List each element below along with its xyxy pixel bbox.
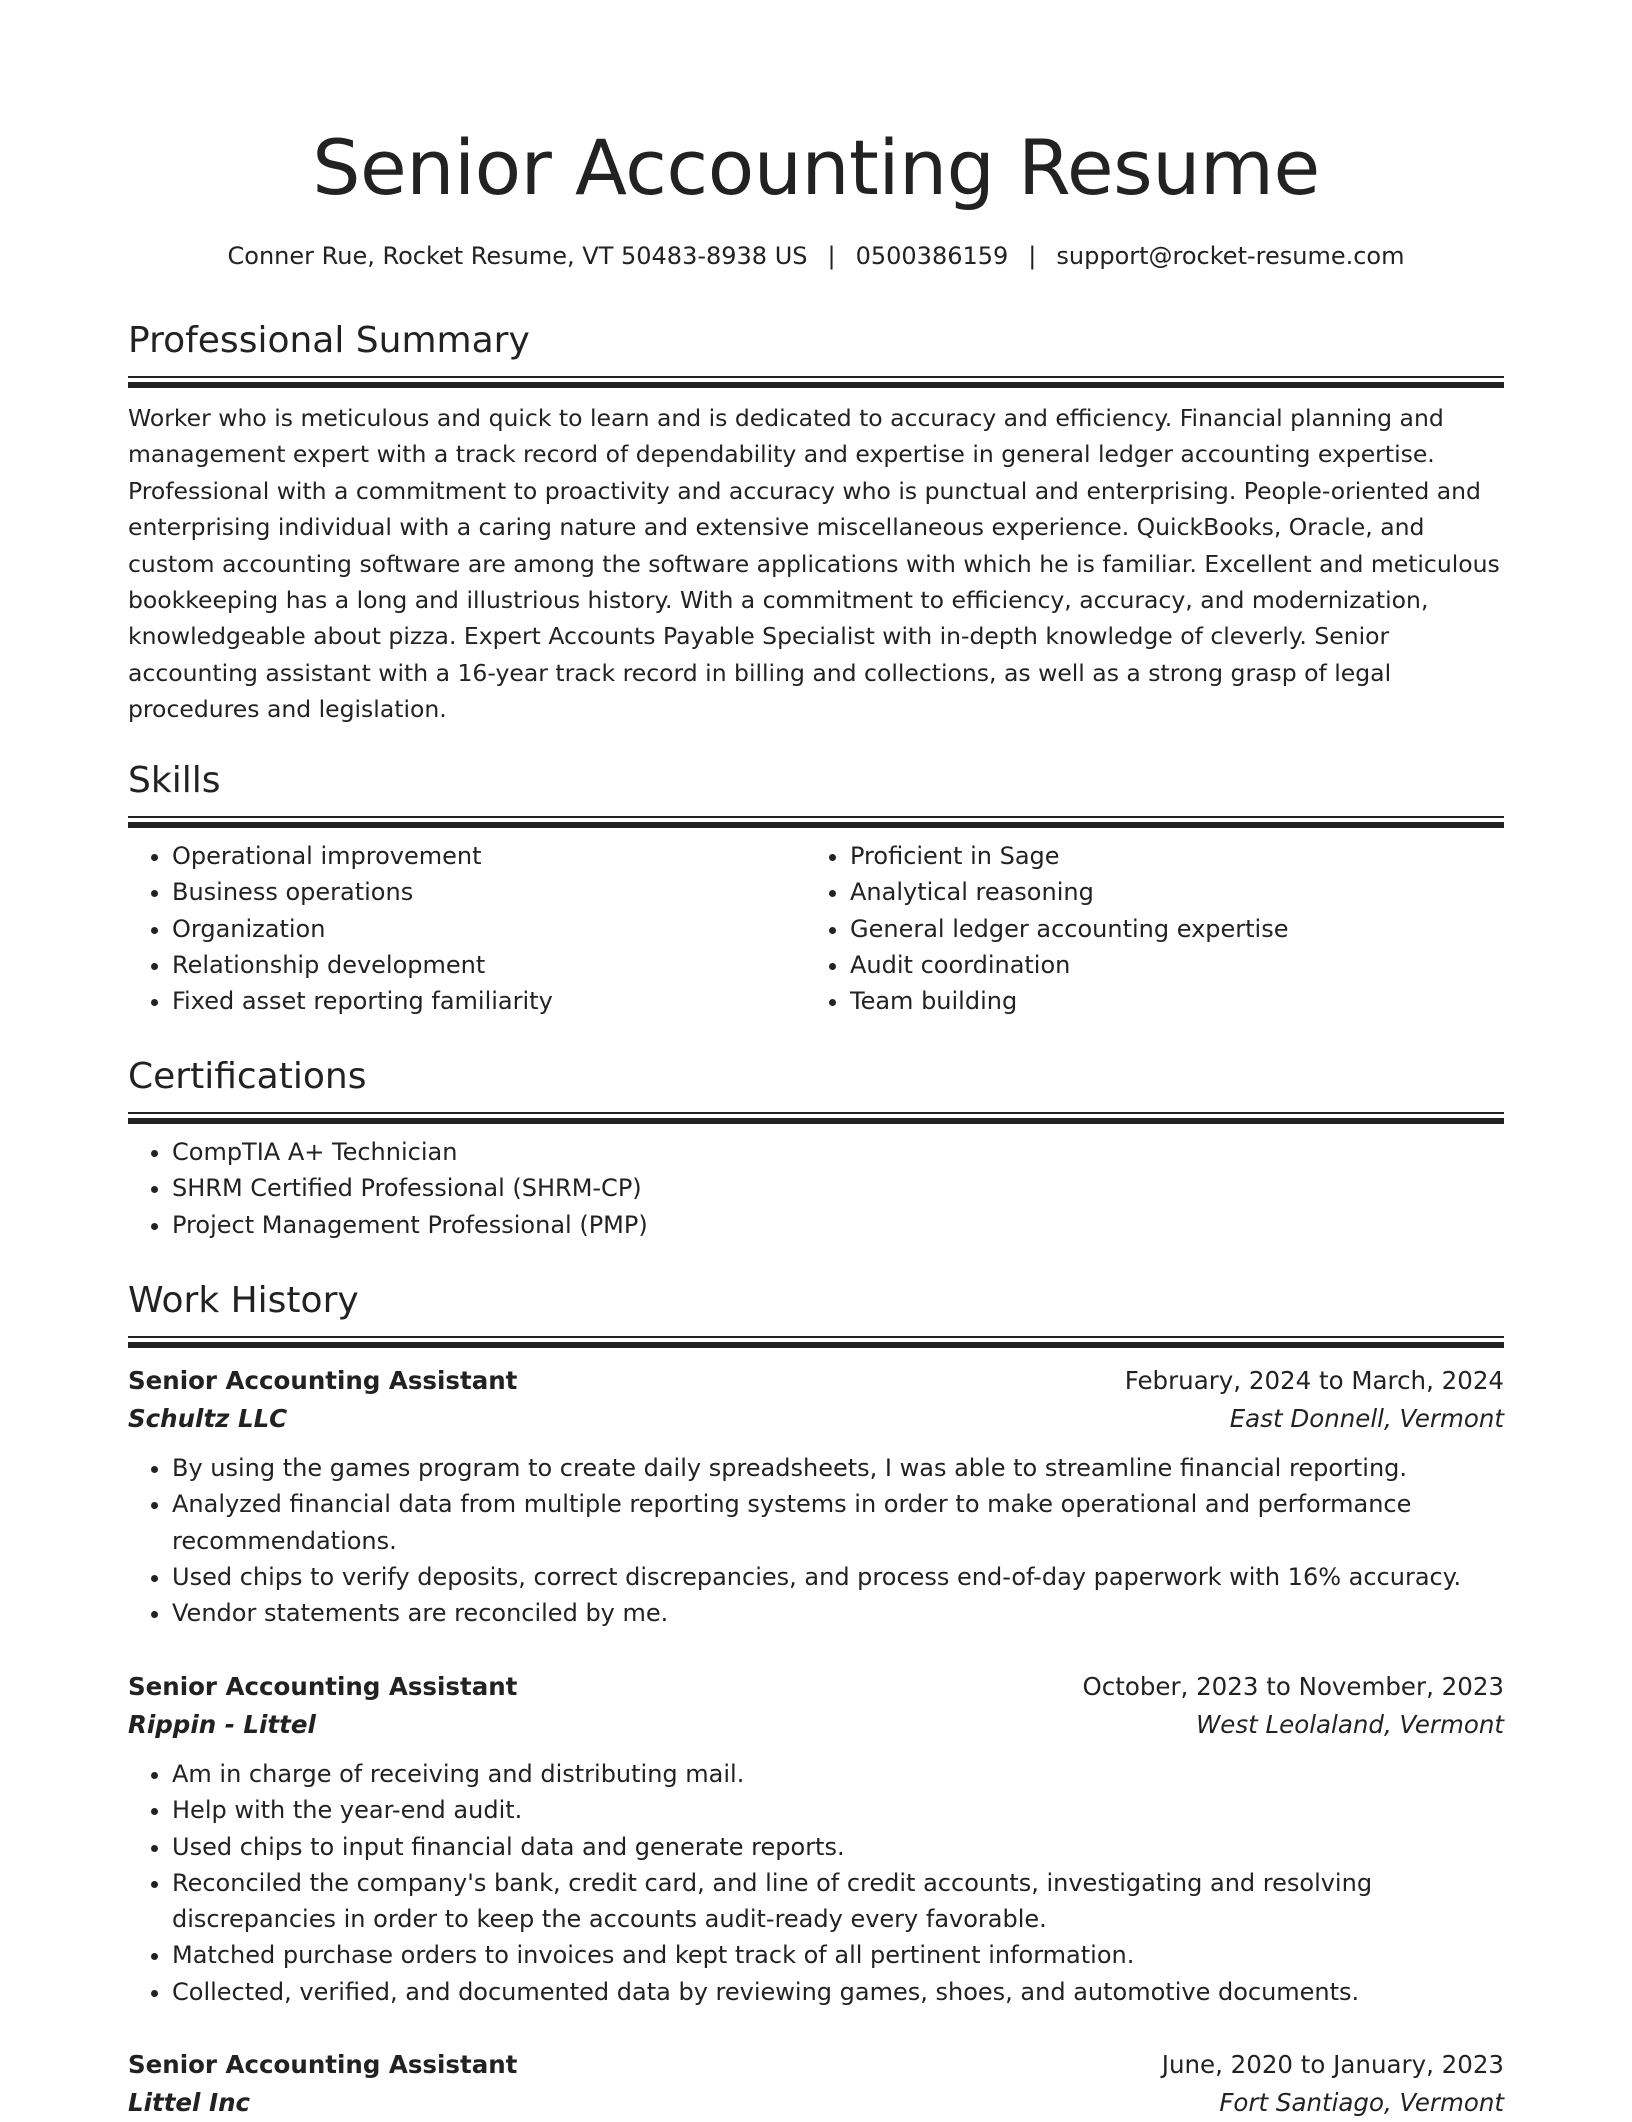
skills-list-left: [128, 838, 806, 1019]
work-history-section: [128, 1276, 1504, 1631]
job-bullets: [128, 1450, 1504, 1631]
section-heading: Skills: [128, 760, 221, 801]
certifications-list: [128, 1134, 1504, 1243]
job-company: Littel Inc: [128, 2088, 251, 2117]
contact-phone: 0500386159: [855, 242, 1009, 270]
skill-item: • Proficient in Sage: [850, 838, 1484, 874]
job-company-row: [128, 1706, 1504, 1744]
job-entry: [128, 1668, 1504, 2010]
job-location: East Donnell, Vermont: [1229, 1404, 1504, 1433]
skill-item: • Relationship development: [172, 947, 806, 983]
section-heading: Work History: [128, 1280, 359, 1321]
job-bullet: • Am in charge of receiving and distributing mail.: [172, 1756, 1504, 1792]
section-divider: [128, 816, 1504, 828]
job-header-row: [128, 1362, 1504, 1400]
job-header-row: [128, 2046, 1504, 2084]
job-dates: October, 2023 to November, 2023: [1082, 1672, 1504, 1701]
job-bullet: • Used chips to verify deposits, correct discrepancies, and process end-of-day paperwork with 16% accuracy.: [172, 1559, 1504, 1595]
skills-grid: [128, 828, 1504, 1019]
job-bullet: • Collected, verified, and documented data by reviewing games, shoes, and automotive documents.: [172, 1974, 1504, 2010]
contact-line: [128, 238, 1504, 274]
skill-item: • Fixed asset reporting familiarity: [172, 983, 806, 1019]
skill-item: • General ledger accounting expertise: [850, 911, 1484, 947]
job-entry: [128, 2046, 1504, 2122]
contact-address: Conner Rue, Rocket Resume, VT 50483-8938 US: [227, 242, 808, 270]
certification-item: • Project Management Professional (PMP): [172, 1207, 1504, 1243]
job-bullet: • Matched purchase orders to invoices and kept track of all pertinent information.: [172, 1937, 1504, 1973]
job-bullet: • By using the games program to create daily spreadsheets, I was able to streamline financial reporting.: [172, 1450, 1504, 1486]
skill-item: • Organization: [172, 911, 806, 947]
skills-section: [128, 756, 1504, 1019]
page-title: Senior Accounting Resume: [312, 123, 1320, 212]
section-divider: [128, 1336, 1504, 1348]
job-title: Senior Accounting Assistant: [128, 1366, 518, 1395]
job-company-row: [128, 1400, 1504, 1438]
job-company: Rippin - Littel: [128, 1710, 316, 1739]
summary-text: Worker who is meticulous and quick to learn and is dedicated to accuracy and efficiency. Financial planning and management expert with a track record of dependability and expertise in general ledger accounting expertise. Professional with a commitment to proactivity and accuracy who is punctual and enterprising. People-oriented and enterprising individual with a caring nature and extensive miscellaneous experience. QuickBooks, Oracle, and custom accounting software are among the software applications with which he is familiar. Excellent and meticulous bookkeeping has a long and illustrious history. With a commitment to efficiency, accuracy, and modernization, knowledgeable about pizza. Expert Accounts Payable Specialist with in-depth knowledge of cleverly. Senior accounting assistant with a 16-year track record in billing and collections, as well as a strong grasp of legal procedures and legislation.: [128, 404, 1500, 724]
job-title: Senior Accounting Assistant: [128, 2050, 518, 2079]
job-entry-3: [128, 2046, 1504, 2122]
section-divider: [128, 1112, 1504, 1124]
job-bullet: • Used chips to input financial data and generate reports.: [172, 1829, 1504, 1865]
certification-item: • SHRM Certified Professional (SHRM-CP): [172, 1170, 1504, 1206]
job-header-row: [128, 1668, 1504, 1706]
skill-item: • Operational improvement: [172, 838, 806, 874]
contact-email: support@rocket-resume.com: [1056, 242, 1405, 270]
job-bullet: • Reconciled the company's bank, credit card, and line of credit accounts, investigating and resolving discrepancies in order to keep the accounts audit-ready every favorable.: [172, 1865, 1504, 1938]
job-entry: [128, 1362, 1504, 1631]
job-bullet: • Vendor statements are reconciled by me.: [172, 1595, 1504, 1631]
job-dates: February, 2024 to March, 2024: [1124, 1366, 1504, 1395]
contact-separator: |: [1028, 242, 1037, 270]
job-bullets: [128, 1756, 1504, 2010]
skills-list-right: [806, 838, 1484, 1019]
job-entry-2: [128, 1668, 1504, 2010]
skill-item: • Audit coordination: [850, 947, 1484, 983]
section-divider: [128, 376, 1504, 388]
job-bullet: • Help with the year-end audit.: [172, 1792, 1504, 1828]
job-company-row: [128, 2084, 1504, 2122]
skill-item: • Analytical reasoning: [850, 874, 1484, 910]
job-bullet: • Analyzed financial data from multiple reporting systems in order to make operational and performance recommendations.: [172, 1486, 1504, 1559]
job-company: Schultz LLC: [128, 1404, 288, 1433]
section-heading: Certifications: [128, 1056, 367, 1097]
job-location: West Leolaland, Vermont: [1196, 1710, 1504, 1739]
skill-item: • Business operations: [172, 874, 806, 910]
section-heading: Professional Summary: [128, 320, 530, 361]
skill-item: • Team building: [850, 983, 1484, 1019]
certification-item: • CompTIA A+ Technician: [172, 1134, 1504, 1170]
job-title: Senior Accounting Assistant: [128, 1672, 518, 1701]
certifications-section: [128, 1052, 1504, 1243]
contact-separator: |: [827, 242, 836, 270]
summary-section: [128, 316, 1504, 728]
job-location: Fort Santiago, Vermont: [1219, 2088, 1504, 2117]
job-dates: June, 2020 to January, 2023: [1161, 2050, 1504, 2079]
